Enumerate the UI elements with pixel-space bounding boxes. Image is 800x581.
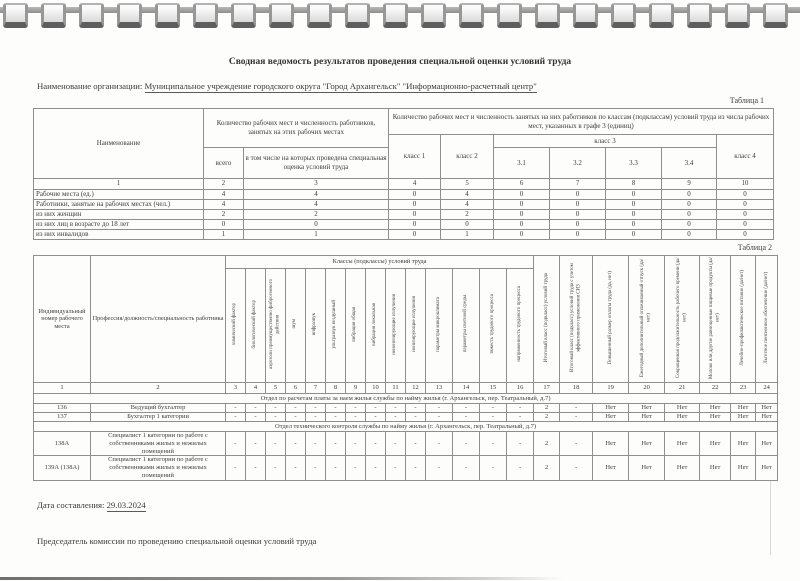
t1-cell: 0 [494,210,550,220]
t2-header-classes-group: Классы (подклассы) условий труда [226,256,534,269]
t1-row-label: Рабочие места (ед.) [34,190,204,200]
t1-col-number: 10 [717,179,774,190]
t2-workplace-number: 136 [34,404,91,413]
t1-cell: 0 [389,230,441,240]
t2-factor-header: химический фактор [226,269,246,383]
t2-col-number: 24 [756,383,778,394]
t1-colnum-row [34,179,774,190]
t1-cell: 4 [441,200,494,210]
t2-factor-cell: - [326,404,346,413]
t1-header-name: Наименование [34,109,204,179]
binding-loops [3,3,800,28]
t2-factor-cell: - [386,413,406,422]
t2-col-number: 9 [346,383,366,394]
t2-factor-cell: - [480,404,507,413]
t1-header-total: всего [204,148,244,179]
t1-cell: 0 [550,220,606,230]
t2-factor-cell: - [246,456,266,480]
t1-cell: 0 [389,210,441,220]
binding-loop [649,3,674,28]
t2-final-class-siz: - [560,432,593,456]
t1-cell: 0 [662,200,717,210]
t2-factor-cell: - [366,456,386,480]
t2-factor-cell: - [507,456,534,480]
t2-factor-cell: - [386,404,406,413]
t2-factor-cell: - [426,413,453,422]
t1-col-number: 8 [606,179,662,190]
t2-factor-cell: - [286,432,306,456]
t1-col-number: 6 [494,179,550,190]
t1-row-label: Работники, занятые на рабочих местах (чел.) [34,200,204,210]
t2-section-title: Отдел технического контроля службы по найму жилья (г. Архангельск, пер. Театральный, д.7) [34,422,778,432]
workplaces-table-2 [33,255,778,481]
t1-row [34,210,774,220]
summary-table-1 [33,108,774,240]
t2-benefit-cell: Нет [756,413,778,422]
t2-tail-header: Молоко или другие равноценные пищевые продукты (да/нет) [700,256,731,383]
t2-profession: Ведущий бухгалтер [91,404,226,413]
t2-tail-header: Ежегодный дополнительный оплачиваемый отпуск (да/нет) [629,256,665,383]
t2-col-number: 2 [91,383,226,394]
t2-final-class-siz: - [560,456,593,480]
t1-col-number: 5 [441,179,494,190]
t1-header-class4: класс 4 [717,135,774,179]
t1-row-label: из них женщин [34,210,204,220]
t2-profession: Специалист 1 категории по работе с собственниками жилых и нежилых помещений [91,432,226,456]
t2-factor-cell: - [453,456,480,480]
t2-factor-header: напряженность трудового процесса [507,269,534,383]
t2-factor-cell: - [386,432,406,456]
t1-cell: 0 [244,220,389,230]
t1-cell: 4 [204,200,244,210]
t2-benefit-cell: Нет [665,404,700,413]
binding-loop [421,3,446,28]
page-edge-shadow-bottom [0,577,565,580]
t2-col-number: 7 [306,383,326,394]
t2-row [34,413,778,422]
t2-factor-cell: - [226,404,246,413]
t2-factor-header: вибрация общая [346,269,366,383]
t1-row-label: из них лиц в возрасте до 18 лет [34,220,204,230]
t1-cell: 0 [717,190,774,200]
t2-col-number: 21 [665,383,700,394]
t2-factor-header: инфразвук [306,269,326,383]
t2-benefit-cell: Нет [756,404,778,413]
t2-group-row [34,256,778,269]
t2-factor-header: вибрация локальная [366,269,386,383]
t1-cell: 4 [244,200,389,210]
t1-cell: 0 [550,210,606,220]
t2-factor-cell: - [246,404,266,413]
t2-factor-cell: - [406,404,426,413]
t2-factor-cell: - [326,413,346,422]
t2-factor-header: параметры микроклимата [426,269,453,383]
table1-caption: Таблица 1 [729,96,764,105]
t2-row [34,456,778,480]
t2-col-number: 1 [34,383,91,394]
t1-cell: 1 [441,230,494,240]
t2-factor-header: неионизирующие излучения [386,269,406,383]
t1-cell: 4 [441,190,494,200]
t2-factor-cell: - [366,413,386,422]
t2-benefit-cell: Нет [731,456,756,480]
t2-tail-header: Повышенный размер оплаты труда (да, нет) [593,256,629,383]
t2-factor-cell: - [453,432,480,456]
t2-factor-cell: - [346,456,366,480]
t1-cell: 0 [606,200,662,210]
t2-factor-cell: - [346,404,366,413]
t1-cell: 0 [606,220,662,230]
t2-factor-cell: - [346,413,366,422]
t1-row [34,230,774,240]
date-line [37,500,146,510]
t2-factor-cell: - [326,456,346,480]
t2-factor-header: биологический фактор [246,269,266,383]
t2-final-class-siz: - [560,413,593,422]
t1-header-sub34: 3.4 [662,148,717,179]
t1-cell: 0 [662,230,717,240]
t1-cell: 0 [550,230,606,240]
t2-factor-cell: - [406,432,426,456]
binding-loop [459,3,484,28]
t2-factor-header: шум [286,269,306,383]
t1-cell: 2 [441,210,494,220]
t2-colnum-row [34,383,778,394]
binding-loop [231,3,256,28]
organization-line [37,81,537,91]
t2-factor-cell: - [246,413,266,422]
t1-header-class3: класс 3 [494,135,717,148]
t2-benefit-cell: Нет [700,413,731,422]
t2-factor-cell: - [306,456,326,480]
table2-caption: Таблица 2 [737,243,772,252]
t2-factor-cell: - [480,413,507,422]
t2-benefit-cell: Нет [731,413,756,422]
t2-factor-cell: - [286,413,306,422]
binding-loop [725,3,750,28]
t1-cell: 0 [662,220,717,230]
binding-loop [3,3,28,28]
t2-benefit-cell: Нет [700,404,731,413]
t1-cell: 2 [244,210,389,220]
t2-factor-cell: - [246,432,266,456]
t2-factor-cell: - [453,404,480,413]
date-value: 29.03.2024 [106,500,146,510]
t1-col-number: 2 [204,179,244,190]
t2-row [34,432,778,456]
t2-benefit-cell: Нет [665,432,700,456]
t2-section-row [34,394,778,404]
t2-final-class: 2 [534,456,560,480]
t2-header-workplace-number: Индивидуальный номер рабочего места [34,256,91,383]
t2-final-class: 2 [534,413,560,422]
t1-header-count-group: Количество рабочих мест и численность работников, занятых на этих рабочих местах [204,109,389,148]
t2-benefit-cell: Нет [700,456,731,480]
t2-factor-cell: - [326,432,346,456]
organization-value: Муниципальное учреждение городского округа "Город Архангельск" "Информационно-расчетный центр" [144,81,537,91]
t2-tail-header: Итоговый класс (подкласс) условий труда с учетом эффективного применения СИЗ [560,256,593,383]
t1-cell: 0 [717,220,774,230]
t2-factor-cell: - [226,413,246,422]
t2-benefit-cell: Нет [665,456,700,480]
t2-workplace-number: 139А (138А) [34,456,91,480]
t2-col-number: 13 [426,383,453,394]
t1-row-label: из них инвалидов [34,230,204,240]
t1-cell: 1 [204,230,244,240]
t1-row [34,190,774,200]
t2-benefit-cell: Нет [593,456,629,480]
t2-col-number: 17 [534,383,560,394]
t1-col-number: 4 [389,179,441,190]
t2-factor-cell: - [386,456,406,480]
t2-col-number: 15 [480,383,507,394]
t2-benefit-cell: Нет [665,413,700,422]
t1-cell: 0 [494,230,550,240]
t2-final-class: 2 [534,404,560,413]
t2-workplace-number: 138А [34,432,91,456]
t2-tail-header: Сокращенная продолжительность рабочего времени (да/нет) [665,256,700,383]
t2-factor-cell: - [406,413,426,422]
binding-loop [269,3,294,28]
t2-col-number: 20 [629,383,665,394]
binding-loop [573,3,598,28]
binding-loop [763,3,788,28]
t1-col-number: 7 [550,179,606,190]
binding-loop [307,3,332,28]
t1-row [34,200,774,210]
t2-factor-cell: - [507,404,534,413]
t2-factor-cell: - [306,432,326,456]
t1-body [34,190,774,240]
binding-loop [117,3,142,28]
t1-header-including: в том числе на которых проведена специальная оценка условий труда [244,148,389,179]
t1-cell: 0 [441,220,494,230]
t2-benefit-cell: Нет [593,413,629,422]
binding-loop [383,3,408,28]
t2-factor-cell: - [226,432,246,456]
t2-factor-cell: - [286,404,306,413]
t2-row [34,404,778,413]
t2-col-number: 6 [286,383,306,394]
page-title: Сводная ведомость результатов проведения специальной оценки условий труда [228,57,572,67]
t2-tail-header: Лечебно-профилактическое питание (да/нет) [731,256,756,383]
t2-factor-header: параметры световой среды [453,269,480,383]
t1-col-number: 1 [34,179,204,190]
t2-benefit-cell: Нет [756,456,778,480]
t2-benefit-cell: Нет [731,432,756,456]
binding-loop [41,3,66,28]
t2-factor-cell: - [426,456,453,480]
t1-cell: 2 [204,210,244,220]
t2-factor-cell: - [453,413,480,422]
t1-header-sub31: 3.1 [494,148,550,179]
t1-cell: 0 [662,190,717,200]
chairman-line: Председатель комиссии по проведению специальной оценки условий труда [37,536,317,546]
binding-loop [687,3,712,28]
t1-cell: 0 [389,190,441,200]
binding-loop [497,3,522,28]
t1-header-class-group: Количество рабочих мест и численность занятых на них работников по классам (подклассам) условий труда из числа рабочих мест, указанных в графе 3 (единиц) [389,109,774,135]
t2-col-number: 8 [326,383,346,394]
t2-factor-cell: - [480,456,507,480]
t1-cell: 0 [717,210,774,220]
t1-cell: 0 [494,200,550,210]
binding-loop [611,3,636,28]
t2-factor-cell: - [346,432,366,456]
t2-factor-cell: - [286,456,306,480]
t1-cell: 0 [662,210,717,220]
t2-col-number: 10 [366,383,386,394]
t1-cell: 0 [717,230,774,240]
t2-col-number: 11 [386,383,406,394]
t2-col-number: 22 [700,383,731,394]
t2-col-number: 14 [453,383,480,394]
t2-header-profession: Профессия/должность/специальность работника [91,256,226,383]
t2-profession: Бухгалтер 1 категории [91,413,226,422]
t1-cell: 0 [717,200,774,210]
t1-cell: 0 [606,230,662,240]
t1-cell: 0 [204,220,244,230]
t1-header-sub33: 3.3 [606,148,662,179]
t2-section-title: Отдел по расчетам платы за наем жилья службы по найму жилья (г. Архангельск, пер. Театральный, д.7) [34,394,778,404]
t1-col-number: 9 [662,179,717,190]
t2-col-number: 12 [406,383,426,394]
t2-benefit-cell: Нет [700,432,731,456]
t1-cell: 0 [606,190,662,200]
t2-col-number: 16 [507,383,534,394]
t2-benefit-cell: Нет [629,456,665,480]
t1-cell: 1 [244,230,389,240]
t2-factor-cell: - [426,432,453,456]
t2-factor-cell: - [426,404,453,413]
t2-factor-cell: - [480,432,507,456]
t2-body [34,394,778,481]
t1-cell: 0 [550,200,606,210]
t1-col-number: 3 [244,179,389,190]
t2-factor-header: ионизирующие излучения [406,269,426,383]
t1-header-class2: класс 2 [441,135,494,179]
t1-cell: 0 [494,190,550,200]
t2-factor-cell: - [306,404,326,413]
t1-cell: 4 [244,190,389,200]
t2-col-number: 3 [226,383,246,394]
organization-label: Наименование организации: [37,81,143,91]
t2-factor-cell: - [507,413,534,422]
t2-col-number: 18 [560,383,593,394]
t2-factor-cell: - [507,432,534,456]
binding-loop [535,3,560,28]
t2-col-number: 4 [246,383,266,394]
t2-tail-header: Льготное пенсионное обеспечение (да/нет) [756,256,778,383]
t2-benefit-cell: Нет [629,432,665,456]
t1-cell: 0 [494,220,550,230]
t2-factor-cell: - [226,456,246,480]
t1-cell: 0 [550,190,606,200]
t2-tail-header: Итоговый класс (подкласс) условий труда [534,256,560,383]
t2-final-class-siz: - [560,404,593,413]
binding-loop [193,3,218,28]
t2-benefit-cell: Нет [756,432,778,456]
t1-cell: 4 [204,190,244,200]
t1-cell: 0 [389,220,441,230]
t2-benefit-cell: Нет [593,432,629,456]
t2-factor-cell: - [366,432,386,456]
t2-factor-header: тяжесть трудового процесса [480,269,507,383]
t2-col-number: 19 [593,383,629,394]
t2-col-number: 5 [266,383,286,394]
t2-factor-cell: - [366,404,386,413]
t2-benefit-cell: Нет [731,404,756,413]
t2-factor-cell: - [266,432,286,456]
binding-loop [345,3,370,28]
t2-final-class: 2 [534,432,560,456]
t2-factor-cell: - [406,456,426,480]
t2-factor-cell: - [266,413,286,422]
t1-header-class1: класс 1 [389,135,441,179]
binding-loop [79,3,104,28]
t1-row [34,220,774,230]
t2-factor-header: ультразвук воздушный [326,269,346,383]
t2-factor-cell: - [266,456,286,480]
t2-benefit-cell: Нет [593,404,629,413]
t2-benefit-cell: Нет [629,413,665,422]
t2-profession: Специалист 1 категории по работе с собственниками жилых и нежилых помещений [91,456,226,480]
t2-workplace-number: 137 [34,413,91,422]
t1-header-sub32: 3.2 [550,148,606,179]
date-label: Дата составления: [37,500,105,510]
page-edge-shadow-right [770,481,771,555]
t2-benefit-cell: Нет [629,404,665,413]
t2-col-number: 23 [731,383,756,394]
t1-cell: 0 [606,210,662,220]
t2-factor-header: аэрозоли преимущественно фиброгенного действия [266,269,286,383]
t2-factor-cell: - [266,404,286,413]
t2-section-row [34,422,778,432]
t2-factor-cell: - [306,413,326,422]
comb-binding [0,0,800,36]
binding-loop [155,3,180,28]
t1-cell: 0 [389,200,441,210]
